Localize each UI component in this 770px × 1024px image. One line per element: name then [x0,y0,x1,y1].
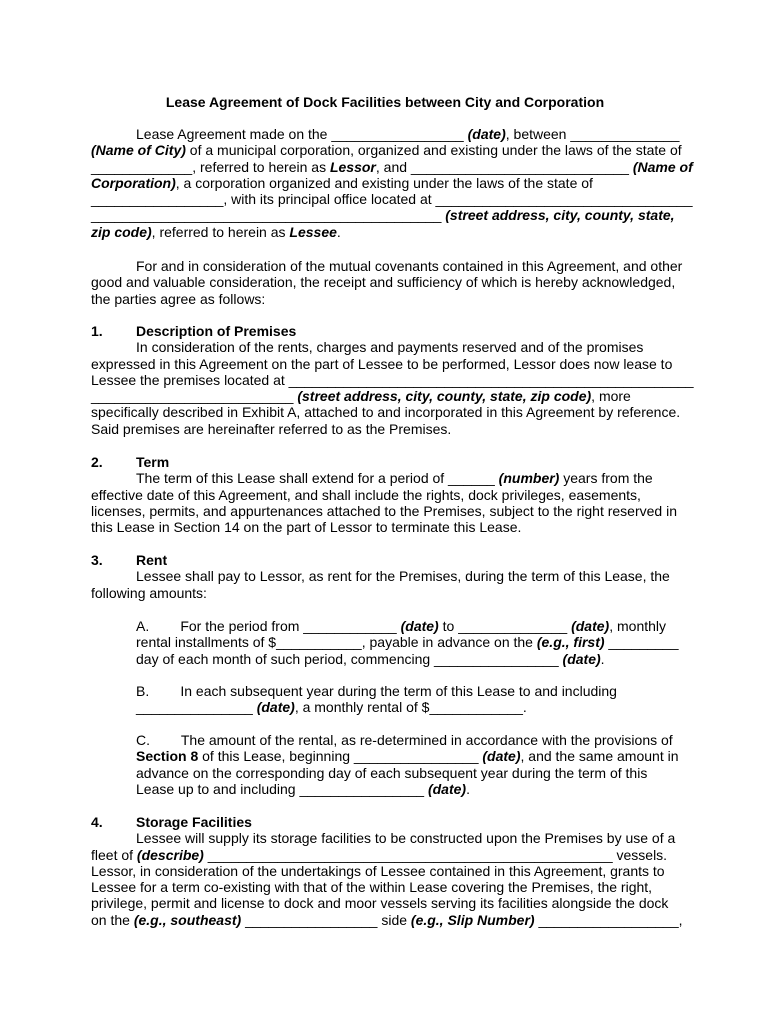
text: , more [591,388,631,405]
section-title: Term [136,454,170,470]
section-number: 4. [91,814,103,830]
item-line [136,618,681,634]
section-line [91,470,681,486]
text: . [466,780,470,797]
text: . [336,223,341,240]
section-line: In consideration of the rents, charges and payments reserved and of the promises [136,339,644,356]
text: _________ [604,634,679,651]
section-line: Lessor, in consideration of the undertakings of Lessee contained in this Agreement, grants to [91,862,665,879]
consideration-line: For and in consideration of the mutual covenants contained in this Agreement, and other [136,258,683,274]
item-line: B. In each subsequent year during the term of this Lease to and including [136,683,617,699]
section-line: Lessee will supply its storage facilities to be constructed upon the Premises by use of a [136,830,676,847]
text: of a municipal corporation, organized and existing under the laws of the state of [185,142,682,159]
text: day of each month of such period, commencing ________________ [136,650,563,667]
text: _______________ [136,699,257,716]
section-line: privilege, permit and license to dock and moor vessels serving its facilities alongside the dock [91,895,669,912]
placeholder-address: (street address, city, county, state, [445,207,675,224]
consideration-line: good and valuable consideration, the receipt and sufficiency of which is hereby acknowledged, [91,274,676,291]
section-line [91,388,681,404]
item-line [136,699,681,715]
text: , between ______________ [505,126,680,142]
section-reference: Section 8 [136,748,199,765]
consideration-paragraph [91,258,681,307]
text: Lease up to and including ________________ [136,780,428,797]
intro-line [91,158,693,175]
intro-line [91,224,681,240]
text: _____________________________________________ [91,207,446,224]
placeholder-city: (Name of City) [91,142,186,159]
section-number: 1. [91,323,103,339]
text: . [600,650,605,667]
intro-line [91,175,681,191]
text: , a monthly rental of $____________. [294,699,527,716]
section-line [91,912,681,928]
item-line [136,781,681,797]
item-line [136,651,681,667]
intro-line [91,207,681,223]
text: of this Lease, beginning ________________ [198,748,483,765]
lessee-term: Lessee [289,223,337,240]
intro-line [91,142,681,158]
placeholder-date: (date) [400,618,439,634]
consideration-line: the parties agree as follows: [91,290,266,307]
text: __________________________ [91,388,298,405]
item-line [136,634,681,650]
text: , a corporation organized and existing under the laws of the state of [175,174,593,191]
placeholder-date: (date) [562,650,601,667]
intro-line [91,126,681,142]
section-line: following amounts: [91,584,207,601]
text: The term of this Lease shall extend for a period of ______ [136,470,499,487]
text: , and the same amount in [520,748,679,765]
text: rental installments of $___________, payable in advance on the [136,634,537,651]
section-rent [91,552,681,601]
text: , monthly [609,618,667,634]
rent-item-a [136,618,681,667]
placeholder-address: zip code) [91,223,152,240]
text: A. For the period from ____________ [136,618,401,634]
section-term [91,454,681,535]
text: years from the [559,470,653,487]
text: Lease Agreement made on the _________________ [136,126,468,142]
section-line: effective date of this Agreement, and shall include the rights, dock privileges, easements, [91,486,641,503]
section-storage-facilities [91,814,681,928]
placeholder-number: (number) [498,470,560,487]
section-number: 2. [91,454,103,470]
rent-item-b [136,683,681,716]
placeholder-corporation: (Name of [632,158,693,175]
item-line: C. The amount of the rental, as re-determined in accordance with the provisions of [136,732,673,748]
placeholder-address: (street address, city, county, state, zip code) [297,388,592,405]
text: _____________, referred to herein as [91,158,330,175]
text: _________________ side [241,911,411,928]
section-title: Description of Premises [136,323,297,339]
lessor-term: Lessor [329,158,376,175]
section-heading [91,814,681,830]
placeholder-date: (date) [467,126,506,142]
placeholder-date: (date) [571,618,610,634]
section-number: 3. [91,552,103,568]
section-heading [91,323,681,339]
section-description-of-premises [91,323,694,437]
placeholder-describe: (describe) [136,846,204,863]
text: _________________, with its principal office located at _________________________________ [91,191,693,208]
intro-paragraph [91,126,693,240]
placeholder-day: (e.g., first) [536,634,605,651]
section-title: Storage Facilities [136,814,252,830]
section-line: specifically described in Exhibit A, attached to and incorporated in this Agreement by reference. [91,404,681,421]
section-title: Rent [136,552,168,568]
text: __________________, [534,911,683,928]
rent-item-c [136,732,681,797]
placeholder-corporation: Corporation) [91,174,176,191]
item-line: advance on the corresponding day of each subsequent year during the term of this [136,764,648,781]
placeholder-slip: (e.g., Slip Number) [410,911,535,928]
document-title: Lease Agreement of Dock Facilities between City and Corporation [165,94,605,110]
item-line [136,748,681,764]
placeholder-side: (e.g., southeast) [133,911,242,928]
section-line: licenses, permits, and appurtenances attached to the Premises, subject to the right reserved in [91,502,677,519]
section-line: expressed in this Agreement on the part of Lessee to be performed, Lessor does now lease to [91,355,673,372]
section-line [91,847,681,863]
section-line: Said premises are hereinafter referred to as the Premises. [91,420,452,437]
text: , referred to herein as [151,223,290,240]
intro-line [91,191,693,208]
placeholder-date: (date) [256,699,295,716]
text: to ______________ [438,618,572,634]
text: , and ____________________________ [375,158,633,175]
section-line: Lessee shall pay to Lessor, as rent for the Premises, during the term of this Lease, the [136,568,670,585]
placeholder-date: (date) [427,780,467,797]
section-line: Lessee the premises located at ____________________________________________________ [91,371,694,388]
placeholder-date: (date) [482,748,521,765]
section-heading [91,454,681,470]
text: ____________________________________________________ vessels. [203,846,668,863]
section-line: Lessee for a term co-existing with that of the within Lease covering the Premises, the right, [91,879,653,896]
text: on the [91,911,134,928]
text: fleet of [91,846,137,863]
section-line: this Lease in Section 14 on the part of Lessor to terminate this Lease. [91,519,522,536]
section-heading [91,552,681,568]
